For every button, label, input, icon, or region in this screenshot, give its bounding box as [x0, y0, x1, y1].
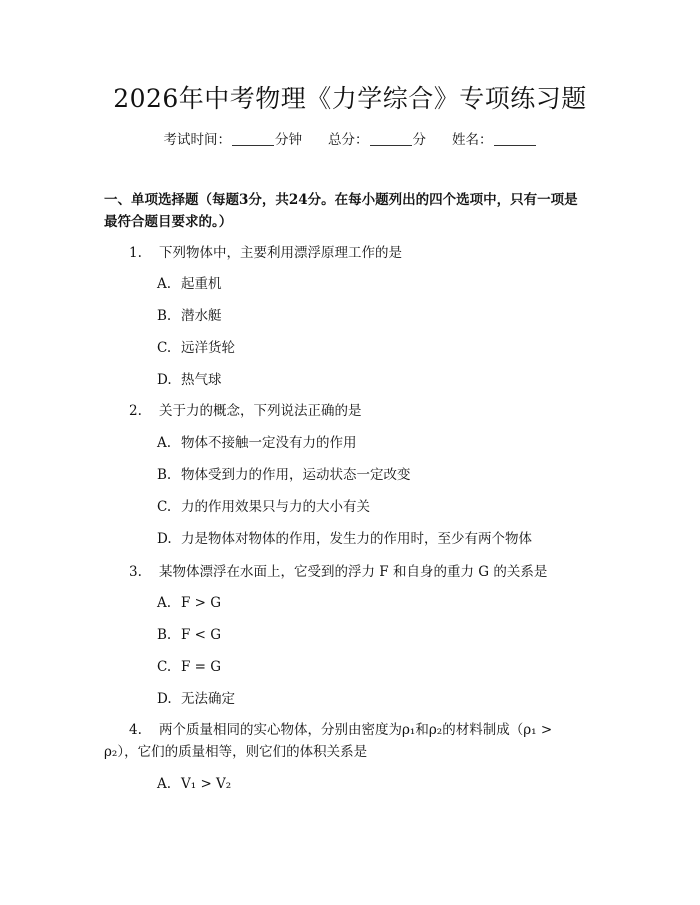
option-letter: D. — [157, 372, 172, 388]
question-stem: 下列物体中，主要利用漂浮原理工作的是 — [159, 245, 402, 261]
section-heading-line1: 一、单项选择题（每题3分，共24分。在每小题列出的四个选项中，只有一项是 — [104, 192, 578, 208]
option-text: 远洋货轮 — [181, 340, 235, 356]
question-3 — [129, 561, 599, 583]
option-letter: A. — [157, 276, 172, 292]
option-letter: B. — [157, 308, 172, 324]
question-number: 3. — [129, 564, 142, 580]
option-letter: A. — [157, 435, 172, 451]
question-1 — [129, 242, 599, 264]
option-text: 物体受到力的作用，运动状态一定改变 — [181, 467, 411, 483]
option-2c — [157, 496, 370, 518]
question-number: 2. — [129, 403, 142, 419]
question-stem-line1: 两个质量相同的实心物体，分别由密度为ρ₁和ρ₂的材料制成（ρ₁ > — [159, 722, 553, 738]
question-stem: 某物体漂浮在水面上，它受到的浮力 F 和自身的重力 G 的关系是 — [159, 564, 548, 580]
option-2a — [157, 432, 357, 454]
option-text: V₁ > V₂ — [181, 776, 232, 792]
option-3b — [157, 624, 221, 646]
option-text: 物体不接触一定没有力的作用 — [181, 435, 357, 451]
option-1b — [157, 305, 222, 327]
option-letter: D. — [157, 691, 172, 707]
option-3a — [157, 592, 221, 614]
option-3c — [157, 656, 221, 678]
option-text: 起重机 — [181, 276, 222, 292]
option-text: F = G — [181, 659, 222, 675]
option-letter: C. — [157, 499, 172, 515]
page-title: 2026年中考物理《力学综合》专项练习题 — [113, 84, 587, 113]
name-blank — [494, 130, 536, 146]
section-heading — [104, 189, 604, 233]
score-label: 总分： — [328, 132, 369, 148]
score-blank — [370, 130, 412, 146]
exam-info-line — [0, 130, 700, 150]
score-unit: 分 — [412, 132, 426, 148]
question-2 — [129, 400, 599, 422]
option-text: 力的作用效果只与力的大小有关 — [181, 499, 370, 515]
question-stem: 关于力的概念，下列说法正确的是 — [159, 403, 362, 419]
time-label: 考试时间： — [163, 132, 231, 148]
option-letter: C. — [157, 340, 172, 356]
question-4 — [129, 719, 599, 741]
option-text: 潜水艇 — [181, 308, 222, 324]
option-1d — [157, 369, 222, 391]
option-letter: B. — [157, 467, 172, 483]
time-blank — [232, 130, 274, 146]
question-4-continuation: ρ₂），它们的质量相等，则它们的体积关系是 — [104, 744, 368, 760]
option-4a — [157, 773, 231, 795]
option-text: 无法确定 — [181, 691, 235, 707]
option-text: 热气球 — [181, 372, 222, 388]
option-letter: D. — [157, 531, 172, 547]
option-text: F < G — [181, 627, 222, 643]
time-unit: 分钟 — [275, 132, 302, 148]
option-letter: A. — [157, 776, 172, 792]
option-letter: A. — [157, 595, 172, 611]
option-1c — [157, 337, 235, 359]
option-1a — [157, 273, 222, 295]
option-letter: C. — [157, 659, 172, 675]
section-heading-line2: 最符合题目要求的。） — [104, 214, 233, 230]
name-label: 姓名： — [452, 132, 493, 148]
option-text: F > G — [181, 595, 222, 611]
option-2d — [157, 528, 532, 550]
option-letter: B. — [157, 627, 172, 643]
question-number: 1. — [129, 245, 142, 261]
option-3d — [157, 688, 235, 710]
option-2b — [157, 464, 411, 486]
option-text: 力是物体对物体的作用，发生力的作用时，至少有两个物体 — [181, 531, 532, 547]
question-number: 4. — [129, 722, 142, 738]
